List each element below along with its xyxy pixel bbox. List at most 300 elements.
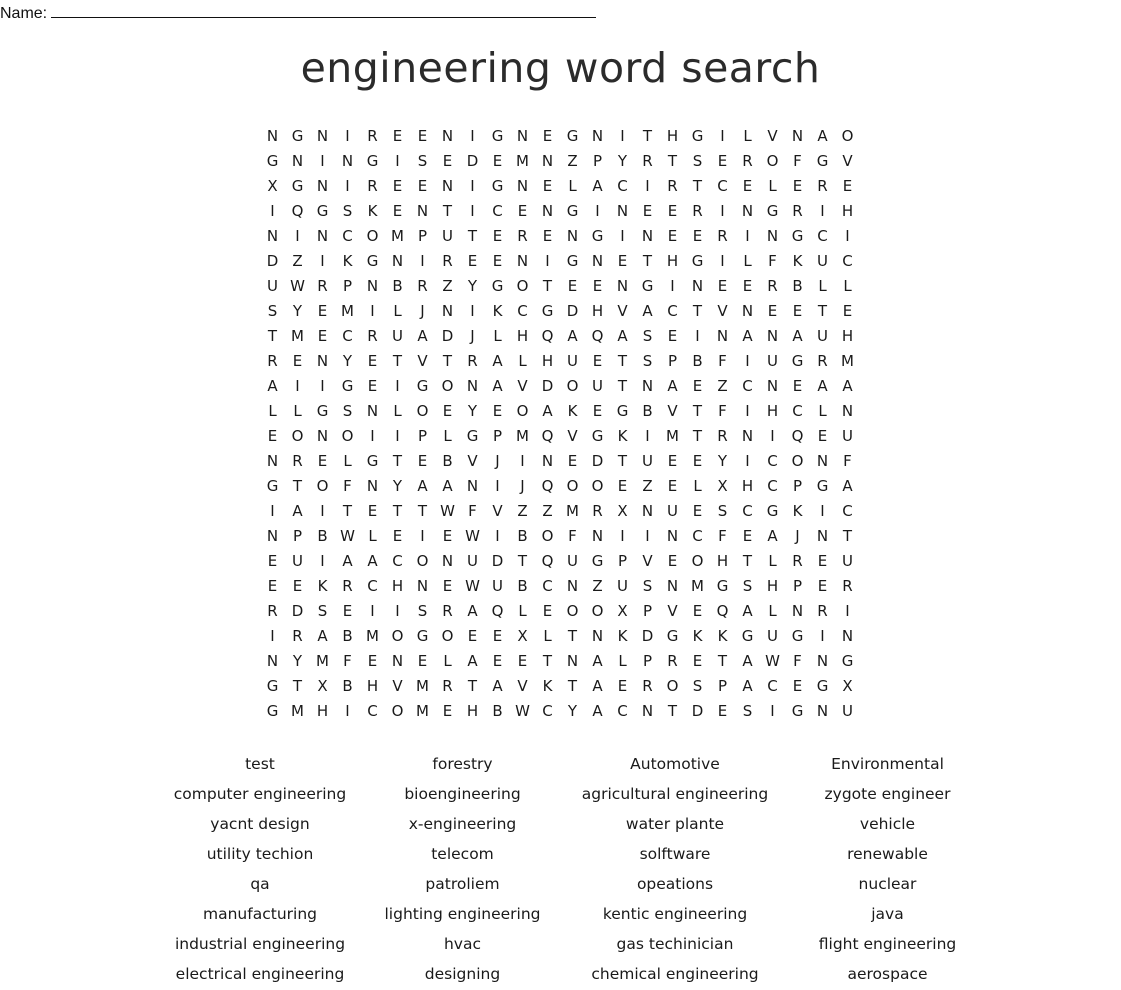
grid-letter: P xyxy=(417,227,428,245)
grid-letter: N xyxy=(566,227,579,245)
grid-letter: R xyxy=(642,152,653,170)
grid-row xyxy=(260,424,860,449)
grid-letter: N xyxy=(741,302,754,320)
grid-letter: T xyxy=(567,677,578,695)
grid-letter: R xyxy=(742,152,753,170)
grid-row xyxy=(260,574,860,599)
grid-letter: H xyxy=(841,202,854,220)
grid-letter: G xyxy=(791,227,804,245)
grid-letter: L xyxy=(843,277,852,295)
grid-letter: C xyxy=(792,402,803,420)
grid-letter: A xyxy=(817,127,828,145)
grid-letter: E xyxy=(442,702,453,720)
grid-letter: D xyxy=(691,702,704,720)
grid-letter: P xyxy=(642,652,653,670)
grid-letter: I xyxy=(420,527,425,545)
grid-letter: E xyxy=(417,127,428,145)
grid-letter: N xyxy=(516,252,529,270)
grid-letter: T xyxy=(392,352,403,370)
grid-letter: C xyxy=(517,302,528,320)
grid-letter: C xyxy=(342,227,353,245)
grid-letter: N xyxy=(366,477,379,495)
grid-letter: V xyxy=(567,427,578,445)
word-list-item: electrical engineering xyxy=(175,965,345,983)
grid-letter: V xyxy=(517,377,528,395)
grid-letter: A xyxy=(342,552,353,570)
name-label: Name: xyxy=(0,5,48,22)
grid-letter: O xyxy=(416,552,429,570)
grid-letter: N xyxy=(541,452,554,470)
grid-letter: E xyxy=(567,277,578,295)
grid-letter: O xyxy=(566,377,579,395)
grid-letter: N xyxy=(766,327,779,345)
grid-letter: B xyxy=(392,277,403,295)
grid-letter: O xyxy=(591,477,604,495)
grid-letter: N xyxy=(441,552,454,570)
grid-letter: L xyxy=(393,302,402,320)
grid-letter: H xyxy=(366,677,379,695)
grid-letter: Y xyxy=(342,352,353,370)
word-list-item: renewable xyxy=(847,845,928,863)
grid-letter: H xyxy=(766,577,779,595)
word-list-item: aerospace xyxy=(847,965,928,983)
grid-letter: E xyxy=(817,427,828,445)
page-title: engineering word search xyxy=(300,44,821,92)
grid-letter: E xyxy=(417,652,428,670)
grid-letter: K xyxy=(792,502,803,520)
grid-letter: I xyxy=(395,152,400,170)
grid-letter: F xyxy=(468,502,477,520)
grid-letter: E xyxy=(267,427,278,445)
grid-letter: R xyxy=(442,677,453,695)
grid-letter: N xyxy=(741,202,754,220)
grid-letter: T xyxy=(692,177,703,195)
grid-letter: S xyxy=(267,302,278,320)
grid-letter: A xyxy=(442,477,453,495)
grid-letter: C xyxy=(667,302,678,320)
grid-letter: I xyxy=(370,427,375,445)
grid-letter: G xyxy=(566,252,579,270)
grid-letter: T xyxy=(742,552,753,570)
grid-letter: Y xyxy=(617,152,628,170)
grid-letter: E xyxy=(792,377,803,395)
grid-letter: F xyxy=(568,527,577,545)
grid-letter: Z xyxy=(542,502,553,520)
grid-letter: E xyxy=(842,302,853,320)
grid-letter: T xyxy=(617,452,628,470)
word-list-item: vehicle xyxy=(859,815,916,833)
grid-letter: B xyxy=(442,452,453,470)
grid-letter: A xyxy=(267,377,278,395)
grid-letter: W xyxy=(340,527,355,545)
grid-row xyxy=(260,299,860,324)
grid-letter: C xyxy=(742,502,753,520)
grid-letter: L xyxy=(568,177,577,195)
grid-letter: I xyxy=(295,377,300,395)
grid-letter: I xyxy=(320,377,325,395)
grid-letter: J xyxy=(520,477,525,495)
grid-letter: E xyxy=(467,627,478,645)
grid-letter: E xyxy=(667,552,678,570)
grid-letter: T xyxy=(267,327,278,345)
grid-letter: E xyxy=(792,302,803,320)
grid-letter: H xyxy=(766,402,779,420)
grid-letter: A xyxy=(292,502,303,520)
grid-letter: G xyxy=(416,627,429,645)
grid-letter: C xyxy=(842,502,853,520)
grid-letter: T xyxy=(392,502,403,520)
grid-letter: H xyxy=(591,302,604,320)
grid-letter: E xyxy=(392,202,403,220)
grid-letter: E xyxy=(667,227,678,245)
grid-letter: U xyxy=(767,352,778,370)
word-list-item: test xyxy=(245,755,275,773)
grid-letter: N xyxy=(316,352,329,370)
grid-letter: P xyxy=(592,152,603,170)
grid-letter: R xyxy=(667,177,678,195)
word-list-item: Automotive xyxy=(630,755,720,773)
grid-letter: R xyxy=(342,577,353,595)
grid-letter: L xyxy=(343,452,352,470)
grid-letter: V xyxy=(392,677,403,695)
grid-letter: K xyxy=(792,252,803,270)
word-list-item: hvac xyxy=(443,935,482,953)
grid-letter: I xyxy=(395,427,400,445)
grid-letter: Q xyxy=(541,477,554,495)
grid-letter: O xyxy=(541,527,554,545)
grid-letter: U xyxy=(467,552,478,570)
grid-letter: C xyxy=(767,477,778,495)
grid-letter: N xyxy=(441,127,454,145)
grid-letter: R xyxy=(792,202,803,220)
grid-letter: A xyxy=(417,477,428,495)
grid-letter: G xyxy=(766,202,779,220)
grid-letter: I xyxy=(470,202,475,220)
grid-letter: I xyxy=(620,127,625,145)
grid-letter: E xyxy=(692,227,703,245)
grid-letter: R xyxy=(817,177,828,195)
grid-letter: R xyxy=(717,427,728,445)
grid-letter: G xyxy=(366,252,379,270)
grid-letter: N xyxy=(666,577,679,595)
grid-letter: Q xyxy=(541,427,554,445)
grid-letter: Q xyxy=(541,552,554,570)
grid-letter: Z xyxy=(442,277,453,295)
grid-letter: R xyxy=(442,602,453,620)
grid-letter: A xyxy=(767,527,778,545)
grid-letter: H xyxy=(666,127,679,145)
grid-letter: N xyxy=(791,127,804,145)
grid-letter: T xyxy=(467,227,478,245)
grid-letter: S xyxy=(742,577,753,595)
grid-letter: I xyxy=(595,202,600,220)
grid-letter: N xyxy=(741,427,754,445)
grid-letter: L xyxy=(743,127,752,145)
grid-letter: T xyxy=(567,627,578,645)
grid-letter: C xyxy=(542,702,553,720)
grid-row xyxy=(260,249,860,274)
grid-letter: N xyxy=(441,302,454,320)
grid-letter: G xyxy=(366,452,379,470)
grid-letter: A xyxy=(592,177,603,195)
grid-letter: H xyxy=(666,252,679,270)
grid-letter: E xyxy=(817,577,828,595)
grid-letter: E xyxy=(592,277,603,295)
grid-letter: A xyxy=(592,677,603,695)
grid-letter: K xyxy=(542,677,553,695)
grid-letter: T xyxy=(667,702,678,720)
grid-row xyxy=(260,349,860,374)
grid-row xyxy=(260,624,860,649)
grid-letter: G xyxy=(841,652,854,670)
grid-letter: D xyxy=(491,552,504,570)
grid-letter: E xyxy=(542,177,553,195)
grid-letter: I xyxy=(820,502,825,520)
grid-letter: Z xyxy=(517,502,528,520)
grid-letter: G xyxy=(491,127,504,145)
grid-letter: S xyxy=(692,152,703,170)
grid-letter: E xyxy=(792,177,803,195)
grid-letter: I xyxy=(720,252,725,270)
grid-letter: A xyxy=(492,377,503,395)
grid-letter: U xyxy=(592,377,603,395)
grid-letter: N xyxy=(816,527,829,545)
grid-letter: G xyxy=(266,702,279,720)
grid-letter: G xyxy=(791,702,804,720)
grid-letter: G xyxy=(741,627,754,645)
grid-letter: M xyxy=(516,427,529,445)
grid-letter: O xyxy=(391,702,404,720)
grid-letter: G xyxy=(666,627,679,645)
grid-letter: B xyxy=(642,402,653,420)
grid-letter: N xyxy=(616,277,629,295)
grid-letter: B xyxy=(792,277,803,295)
grid-letter: W xyxy=(765,652,780,670)
word-list-item: agricultural engineering xyxy=(581,785,769,803)
grid-letter: O xyxy=(591,602,604,620)
grid-letter: N xyxy=(266,227,279,245)
grid-letter: I xyxy=(620,227,625,245)
grid-letter: E xyxy=(392,527,403,545)
grid-row xyxy=(260,324,860,349)
grid-letter: I xyxy=(670,277,675,295)
grid-letter: D xyxy=(566,302,579,320)
grid-letter: O xyxy=(441,377,454,395)
grid-letter: E xyxy=(267,552,278,570)
grid-letter: I xyxy=(520,452,525,470)
grid-letter: J xyxy=(795,527,800,545)
grid-letter: E xyxy=(417,452,428,470)
grid-letter: V xyxy=(667,402,678,420)
grid-letter: I xyxy=(745,402,750,420)
grid-letter: E xyxy=(692,452,703,470)
grid-letter: S xyxy=(642,352,653,370)
grid-letter: G xyxy=(691,252,704,270)
grid-letter: S xyxy=(742,702,753,720)
grid-letter: E xyxy=(767,302,778,320)
grid-letter: Y xyxy=(292,652,303,670)
grid-letter: I xyxy=(370,302,375,320)
grid-letter: K xyxy=(342,252,353,270)
grid-letter: N xyxy=(591,527,604,545)
grid-letter: O xyxy=(691,552,704,570)
grid-letter: R xyxy=(517,227,528,245)
grid-letter: R xyxy=(817,352,828,370)
grid-letter: K xyxy=(692,627,703,645)
grid-letter: N xyxy=(366,402,379,420)
grid-letter: G xyxy=(291,127,304,145)
grid-letter: H xyxy=(516,327,529,345)
grid-letter: E xyxy=(317,302,328,320)
grid-letter: N xyxy=(816,702,829,720)
grid-letter: A xyxy=(842,377,853,395)
grid-letter: T xyxy=(542,652,553,670)
grid-letter: E xyxy=(492,402,503,420)
grid-letter: G xyxy=(491,277,504,295)
grid-letter: L xyxy=(818,402,827,420)
grid-letter: R xyxy=(292,452,303,470)
grid-letter: E xyxy=(292,577,303,595)
grid-letter: E xyxy=(692,602,703,620)
grid-letter: Y xyxy=(467,277,478,295)
grid-letter: H xyxy=(716,552,729,570)
grid-letter: N xyxy=(316,427,329,445)
grid-letter: H xyxy=(841,327,854,345)
grid-letter: G xyxy=(766,502,779,520)
grid-letter: O xyxy=(291,427,304,445)
grid-letter: M xyxy=(341,302,354,320)
grid-letter: O xyxy=(566,477,579,495)
grid-letter: G xyxy=(591,427,604,445)
grid-letter: N xyxy=(641,702,654,720)
grid-letter: J xyxy=(420,302,425,320)
grid-letter: V xyxy=(767,127,778,145)
grid-letter: E xyxy=(717,277,728,295)
grid-letter: N xyxy=(816,452,829,470)
grid-letter: E xyxy=(642,202,653,220)
grid-letter: G xyxy=(591,552,604,570)
grid-letter: A xyxy=(617,327,628,345)
grid-letter: N xyxy=(691,277,704,295)
grid-letter: I xyxy=(470,177,475,195)
grid-letter: Q xyxy=(541,327,554,345)
grid-letter: I xyxy=(645,427,650,445)
grid-letter: D xyxy=(591,452,604,470)
grid-letter: R xyxy=(317,277,328,295)
grid-letter: D xyxy=(641,627,654,645)
grid-letter: I xyxy=(820,202,825,220)
grid-letter: M xyxy=(566,502,579,520)
grid-letter: N xyxy=(791,602,804,620)
grid-letter: L xyxy=(368,527,377,545)
grid-letter: Q xyxy=(716,602,729,620)
grid-letter: V xyxy=(467,452,478,470)
grid-letter: Y xyxy=(567,702,578,720)
grid-letter: U xyxy=(392,327,403,345)
grid-letter: T xyxy=(517,552,528,570)
grid-letter: U xyxy=(617,577,628,595)
grid-letter: R xyxy=(467,352,478,370)
grid-letter: L xyxy=(443,427,452,445)
grid-letter: R xyxy=(267,352,278,370)
grid-letter: N xyxy=(266,127,279,145)
grid-letter: E xyxy=(442,152,453,170)
grid-letter: T xyxy=(542,277,553,295)
grid-letter: E xyxy=(817,552,828,570)
grid-letter: N xyxy=(541,202,554,220)
grid-letter: L xyxy=(518,602,527,620)
grid-letter: T xyxy=(642,127,653,145)
grid-letter: H xyxy=(316,702,329,720)
grid-letter: B xyxy=(342,627,353,645)
grid-letter: I xyxy=(645,177,650,195)
grid-letter: A xyxy=(467,602,478,620)
grid-letter: E xyxy=(692,377,703,395)
grid-letter: O xyxy=(441,627,454,645)
grid-letter: G xyxy=(791,352,804,370)
grid-letter: N xyxy=(766,227,779,245)
word-list-item: bioengineering xyxy=(404,785,521,803)
grid-letter: Z xyxy=(642,477,653,495)
grid-letter: G xyxy=(716,577,729,595)
word-list-item: water plante xyxy=(625,815,725,833)
grid-letter: M xyxy=(416,702,429,720)
grid-letter: I xyxy=(395,602,400,620)
grid-letter: E xyxy=(742,277,753,295)
grid-letter: I xyxy=(320,152,325,170)
grid-row xyxy=(260,149,860,174)
grid-letter: A xyxy=(492,352,503,370)
grid-letter: M xyxy=(291,327,304,345)
grid-letter: G xyxy=(266,477,279,495)
grid-letter: E xyxy=(542,602,553,620)
grid-letter: N xyxy=(266,527,279,545)
grid-letter: E xyxy=(442,402,453,420)
grid-letter: P xyxy=(642,602,653,620)
grid-letter: E xyxy=(592,352,603,370)
grid-letter: Z xyxy=(717,377,728,395)
grid-letter: Y xyxy=(467,402,478,420)
grid-letter: C xyxy=(492,202,503,220)
grid-letter: I xyxy=(270,502,275,520)
grid-letter: C xyxy=(542,577,553,595)
grid-letter: I xyxy=(620,527,625,545)
grid-row xyxy=(260,374,860,399)
grid-row xyxy=(260,274,860,299)
grid-letter: N xyxy=(466,377,479,395)
grid-letter: E xyxy=(742,177,753,195)
grid-letter: O xyxy=(391,627,404,645)
grid-letter: F xyxy=(343,652,352,670)
grid-letter: F xyxy=(718,402,727,420)
grid-letter: W xyxy=(440,502,455,520)
grid-letter: C xyxy=(692,527,703,545)
grid-letter: I xyxy=(770,702,775,720)
grid-row xyxy=(260,599,860,624)
grid-letter: I xyxy=(695,327,700,345)
grid-letter: N xyxy=(316,127,329,145)
grid-letter: C xyxy=(617,177,628,195)
grid-letter: Q xyxy=(491,602,504,620)
grid-letter: T xyxy=(642,252,653,270)
grid-letter: A xyxy=(817,377,828,395)
grid-letter: I xyxy=(320,502,325,520)
grid-letter: I xyxy=(370,602,375,620)
grid-letter: A xyxy=(417,327,428,345)
grid-letter: Z xyxy=(567,152,578,170)
grid-letter: V xyxy=(617,302,628,320)
grid-letter: R xyxy=(842,577,853,595)
